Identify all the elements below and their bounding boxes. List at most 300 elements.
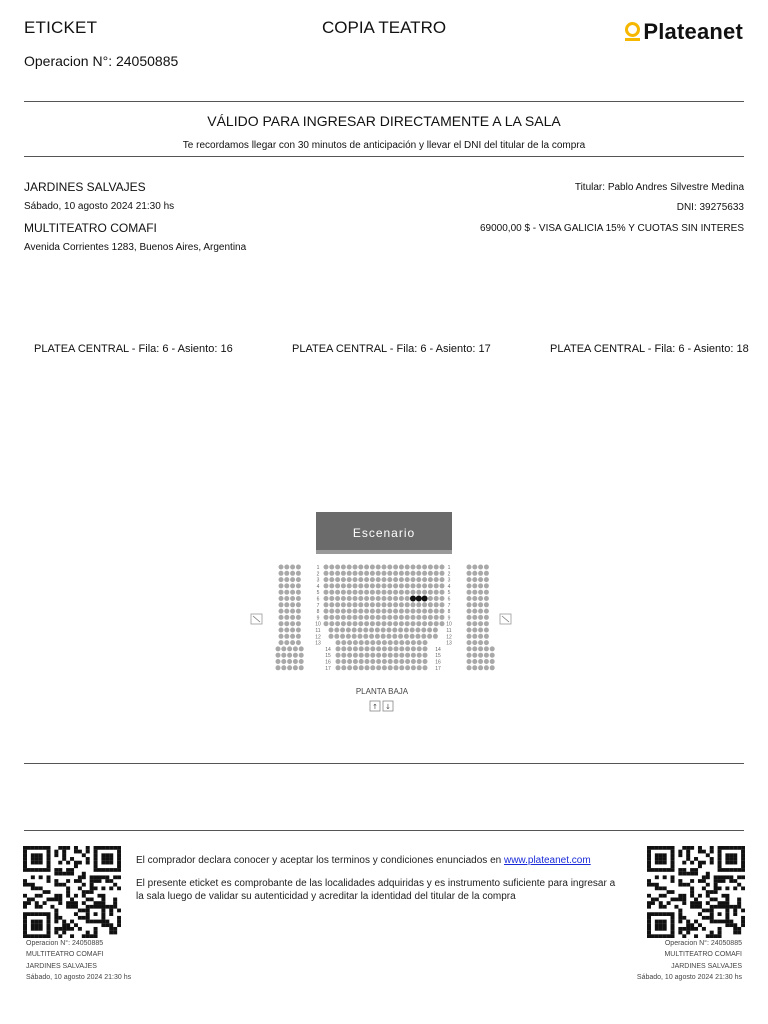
seat[interactable] [370,596,375,601]
seat[interactable] [405,602,410,607]
seat[interactable] [388,653,393,658]
seat[interactable] [358,628,363,633]
seat[interactable] [433,634,438,639]
seat[interactable] [376,596,381,601]
seat[interactable] [296,634,301,639]
seat[interactable] [428,571,433,576]
seat[interactable] [353,659,358,664]
seat[interactable] [341,640,346,645]
seat[interactable] [346,628,351,633]
seat[interactable] [341,596,346,601]
seat[interactable] [382,659,387,664]
seat[interactable] [433,628,438,633]
seat[interactable] [279,565,284,570]
seat[interactable] [434,609,439,614]
seat[interactable] [353,602,358,607]
seat[interactable] [399,602,404,607]
seat[interactable] [359,665,364,670]
seat[interactable] [299,653,304,658]
seat[interactable] [341,646,346,651]
seat[interactable] [353,615,358,620]
seat[interactable] [341,653,346,658]
floor-down-button[interactable] [383,701,393,711]
seat[interactable] [422,590,427,595]
seat[interactable] [411,659,416,664]
seat[interactable] [472,590,477,595]
seat[interactable] [376,583,381,588]
seat[interactable] [440,602,445,607]
seat[interactable] [370,646,375,651]
seat[interactable] [423,653,428,658]
seat[interactable] [279,602,284,607]
seat[interactable] [296,590,301,595]
seat[interactable] [353,577,358,582]
seat[interactable] [434,571,439,576]
seat[interactable] [346,634,351,639]
seat[interactable] [484,615,489,620]
seat[interactable] [290,602,295,607]
seat[interactable] [353,640,358,645]
seat[interactable] [279,583,284,588]
seat[interactable] [329,615,334,620]
seat[interactable] [336,646,341,651]
seat[interactable] [293,665,298,670]
seat[interactable] [434,590,439,595]
seat[interactable] [472,621,477,626]
seat[interactable] [405,583,410,588]
seat[interactable] [440,615,445,620]
seat[interactable] [478,583,483,588]
seat[interactable] [484,609,489,614]
seat[interactable] [472,659,477,664]
seat[interactable] [299,646,304,651]
seat[interactable] [387,609,392,614]
seat[interactable] [393,602,398,607]
seat[interactable] [341,577,346,582]
seat[interactable] [490,653,495,658]
seat[interactable] [340,634,345,639]
seat[interactable] [359,653,364,658]
seat[interactable] [296,571,301,576]
seat[interactable] [359,659,364,664]
seat[interactable] [364,602,369,607]
seat[interactable] [329,628,334,633]
seat[interactable] [352,628,357,633]
seat[interactable] [484,583,489,588]
seat[interactable] [472,609,477,614]
seat[interactable] [287,665,292,670]
seat[interactable] [376,665,381,670]
seat[interactable] [467,628,472,633]
seat[interactable] [423,659,428,664]
seat[interactable] [382,583,387,588]
seat[interactable] [359,646,364,651]
seat[interactable] [392,634,397,639]
seat[interactable] [287,659,292,664]
seat[interactable] [411,646,416,651]
seat[interactable] [434,615,439,620]
seat[interactable] [428,615,433,620]
seat[interactable] [490,659,495,664]
seat[interactable] [440,577,445,582]
seat[interactable] [440,621,445,626]
seat[interactable] [353,665,358,670]
seat[interactable] [293,646,298,651]
seat[interactable] [478,571,483,576]
seat[interactable] [341,583,346,588]
seat[interactable] [376,653,381,658]
seat[interactable] [290,565,295,570]
seat[interactable] [296,577,301,582]
seat[interactable] [299,665,304,670]
seat[interactable] [417,659,422,664]
seat[interactable] [440,565,445,570]
seat[interactable] [404,628,409,633]
seat[interactable] [440,609,445,614]
seat[interactable] [382,640,387,645]
seat[interactable] [411,583,416,588]
seat[interactable] [279,571,284,576]
seat[interactable] [478,577,483,582]
seat[interactable] [382,596,387,601]
seat[interactable] [279,590,284,595]
seat[interactable] [399,609,404,614]
seat[interactable] [478,640,483,645]
seat[interactable] [416,621,421,626]
seat[interactable] [472,653,477,658]
seat[interactable] [347,621,352,626]
seat[interactable] [293,653,298,658]
seat[interactable] [404,634,409,639]
seat[interactable] [276,659,281,664]
seat[interactable] [467,565,472,570]
seat[interactable] [387,583,392,588]
seat[interactable] [347,646,352,651]
seat[interactable] [478,565,483,570]
seat[interactable] [484,590,489,595]
seat[interactable] [467,596,472,601]
seat[interactable] [428,565,433,570]
seat[interactable] [363,628,368,633]
seat[interactable] [324,565,329,570]
seat[interactable] [290,577,295,582]
seat[interactable] [364,621,369,626]
seat[interactable] [405,565,410,570]
seat[interactable] [411,621,416,626]
seat[interactable] [405,640,410,645]
seat[interactable] [416,609,421,614]
seat[interactable] [370,590,375,595]
seat[interactable] [399,640,404,645]
seat[interactable] [284,565,289,570]
seat[interactable] [370,615,375,620]
seat[interactable] [416,628,421,633]
seat[interactable] [347,602,352,607]
seat[interactable] [405,590,410,595]
seat[interactable] [434,602,439,607]
seat[interactable] [428,621,433,626]
seat[interactable] [296,583,301,588]
seat[interactable] [370,653,375,658]
seat[interactable] [296,565,301,570]
zoom-left-icon[interactable] [251,614,262,624]
seat[interactable] [440,571,445,576]
seat[interactable] [364,571,369,576]
seat[interactable] [341,621,346,626]
seat[interactable] [387,615,392,620]
seat[interactable] [358,565,363,570]
seat[interactable] [353,583,358,588]
seat[interactable] [284,640,289,645]
seat[interactable] [428,609,433,614]
seat[interactable] [416,565,421,570]
seat[interactable] [296,628,301,633]
seat[interactable] [416,577,421,582]
seat[interactable] [399,577,404,582]
seat[interactable] [296,609,301,614]
seat[interactable] [399,583,404,588]
seat[interactable] [364,596,369,601]
seat[interactable] [422,609,427,614]
seat[interactable] [387,590,392,595]
seat[interactable] [427,628,432,633]
seat[interactable] [324,577,329,582]
seat[interactable] [290,596,295,601]
seat[interactable] [284,590,289,595]
seat[interactable] [296,621,301,626]
seat[interactable] [394,653,399,658]
seat[interactable] [324,621,329,626]
seat[interactable] [467,577,472,582]
seat[interactable] [281,665,286,670]
seat[interactable] [299,659,304,664]
seat[interactable] [382,577,387,582]
seat[interactable] [417,665,422,670]
seat[interactable] [411,640,416,645]
seat[interactable] [387,602,392,607]
seat[interactable] [393,565,398,570]
seat[interactable] [364,615,369,620]
seat[interactable] [405,615,410,620]
seat[interactable] [467,602,472,607]
seat[interactable] [365,653,370,658]
seat[interactable] [472,615,477,620]
seat[interactable] [358,590,363,595]
seat[interactable] [410,628,415,633]
seat[interactable] [484,659,489,664]
seat[interactable] [472,602,477,607]
seat[interactable] [478,596,483,601]
seat[interactable] [467,583,472,588]
seat[interactable] [353,590,358,595]
seat[interactable] [428,577,433,582]
seat[interactable] [472,646,477,651]
seat[interactable] [347,583,352,588]
seat[interactable] [382,665,387,670]
seat[interactable] [405,659,410,664]
seat[interactable] [335,602,340,607]
seat[interactable] [358,571,363,576]
seat[interactable] [296,596,301,601]
seat[interactable] [399,596,404,601]
seat[interactable] [365,665,370,670]
seat[interactable] [416,634,421,639]
seat[interactable] [387,621,392,626]
seat[interactable] [296,602,301,607]
seat[interactable] [376,590,381,595]
seat[interactable] [399,571,404,576]
seat[interactable] [416,571,421,576]
seat[interactable] [484,571,489,576]
seat[interactable] [334,634,339,639]
seat[interactable] [347,659,352,664]
seat[interactable] [375,628,380,633]
seat[interactable] [279,609,284,614]
seat[interactable] [329,577,334,582]
seat[interactable] [467,634,472,639]
seat[interactable] [376,571,381,576]
seat[interactable] [376,621,381,626]
seat[interactable] [399,615,404,620]
seat[interactable] [484,621,489,626]
seat[interactable] [324,602,329,607]
seat[interactable] [365,659,370,664]
seat[interactable] [347,609,352,614]
seat[interactable] [467,571,472,576]
seat[interactable] [290,571,295,576]
seat[interactable] [405,653,410,658]
seat[interactable] [335,596,340,601]
seat[interactable] [341,590,346,595]
seat[interactable] [347,665,352,670]
seat[interactable] [472,571,477,576]
seat[interactable] [335,615,340,620]
seat[interactable] [353,609,358,614]
seat[interactable] [293,659,298,664]
seat[interactable] [370,583,375,588]
seat[interactable] [467,665,472,670]
seat[interactable] [382,621,387,626]
seat[interactable] [467,609,472,614]
seat[interactable] [411,571,416,576]
seat[interactable] [329,634,334,639]
seat[interactable] [434,596,439,601]
seat[interactable] [358,634,363,639]
seat[interactable] [381,628,386,633]
seat[interactable] [478,628,483,633]
seat[interactable] [405,621,410,626]
seat[interactable] [399,659,404,664]
seat[interactable] [422,571,427,576]
seat[interactable] [335,577,340,582]
seat[interactable] [358,596,363,601]
seat[interactable] [353,653,358,658]
seat[interactable] [399,590,404,595]
seat[interactable] [411,653,416,658]
seat[interactable] [399,565,404,570]
seat[interactable] [352,634,357,639]
seat[interactable] [382,615,387,620]
seat[interactable] [422,565,427,570]
seat[interactable] [484,653,489,658]
selected-seat[interactable] [422,596,428,602]
seat[interactable] [405,571,410,576]
seat[interactable] [341,571,346,576]
seat[interactable] [281,653,286,658]
seat[interactable] [467,659,472,664]
seat[interactable] [421,628,426,633]
seat[interactable] [347,571,352,576]
seat[interactable] [388,640,393,645]
seat[interactable] [376,646,381,651]
seat[interactable] [324,590,329,595]
seat[interactable] [484,596,489,601]
seat[interactable] [364,609,369,614]
seat[interactable] [434,565,439,570]
seat[interactable] [478,621,483,626]
seat[interactable] [376,640,381,645]
seat[interactable] [417,653,422,658]
seat[interactable] [376,565,381,570]
seat[interactable] [478,659,483,664]
seat[interactable] [472,640,477,645]
seat[interactable] [411,665,416,670]
seat[interactable] [370,621,375,626]
seat[interactable] [467,621,472,626]
seat[interactable] [423,640,428,645]
seat[interactable] [358,583,363,588]
seat[interactable] [387,565,392,570]
zoom-right-icon[interactable] [500,614,511,624]
seat[interactable] [393,615,398,620]
seat[interactable] [353,621,358,626]
seat[interactable] [284,621,289,626]
seat[interactable] [399,665,404,670]
seat[interactable] [472,577,477,582]
seat[interactable] [394,659,399,664]
seat[interactable] [329,602,334,607]
seat[interactable] [290,583,295,588]
seat[interactable] [428,596,433,601]
seat[interactable] [478,615,483,620]
seat[interactable] [364,590,369,595]
selected-seat[interactable] [410,596,416,602]
seat[interactable] [290,628,295,633]
seat[interactable] [279,621,284,626]
seat[interactable] [399,653,404,658]
seat[interactable] [399,646,404,651]
seat[interactable] [411,565,416,570]
seat[interactable] [394,665,399,670]
seat[interactable] [382,571,387,576]
seat[interactable] [284,634,289,639]
seat[interactable] [341,565,346,570]
seat[interactable] [484,602,489,607]
seat[interactable] [393,596,398,601]
seat[interactable] [416,590,421,595]
seat[interactable] [387,571,392,576]
seat[interactable] [341,615,346,620]
seat[interactable] [329,609,334,614]
seat[interactable] [427,634,432,639]
seat[interactable] [290,640,295,645]
seat[interactable] [394,640,399,645]
seat[interactable] [484,577,489,582]
seat[interactable] [358,615,363,620]
seat[interactable] [276,646,281,651]
seat[interactable] [382,609,387,614]
seat[interactable] [376,615,381,620]
